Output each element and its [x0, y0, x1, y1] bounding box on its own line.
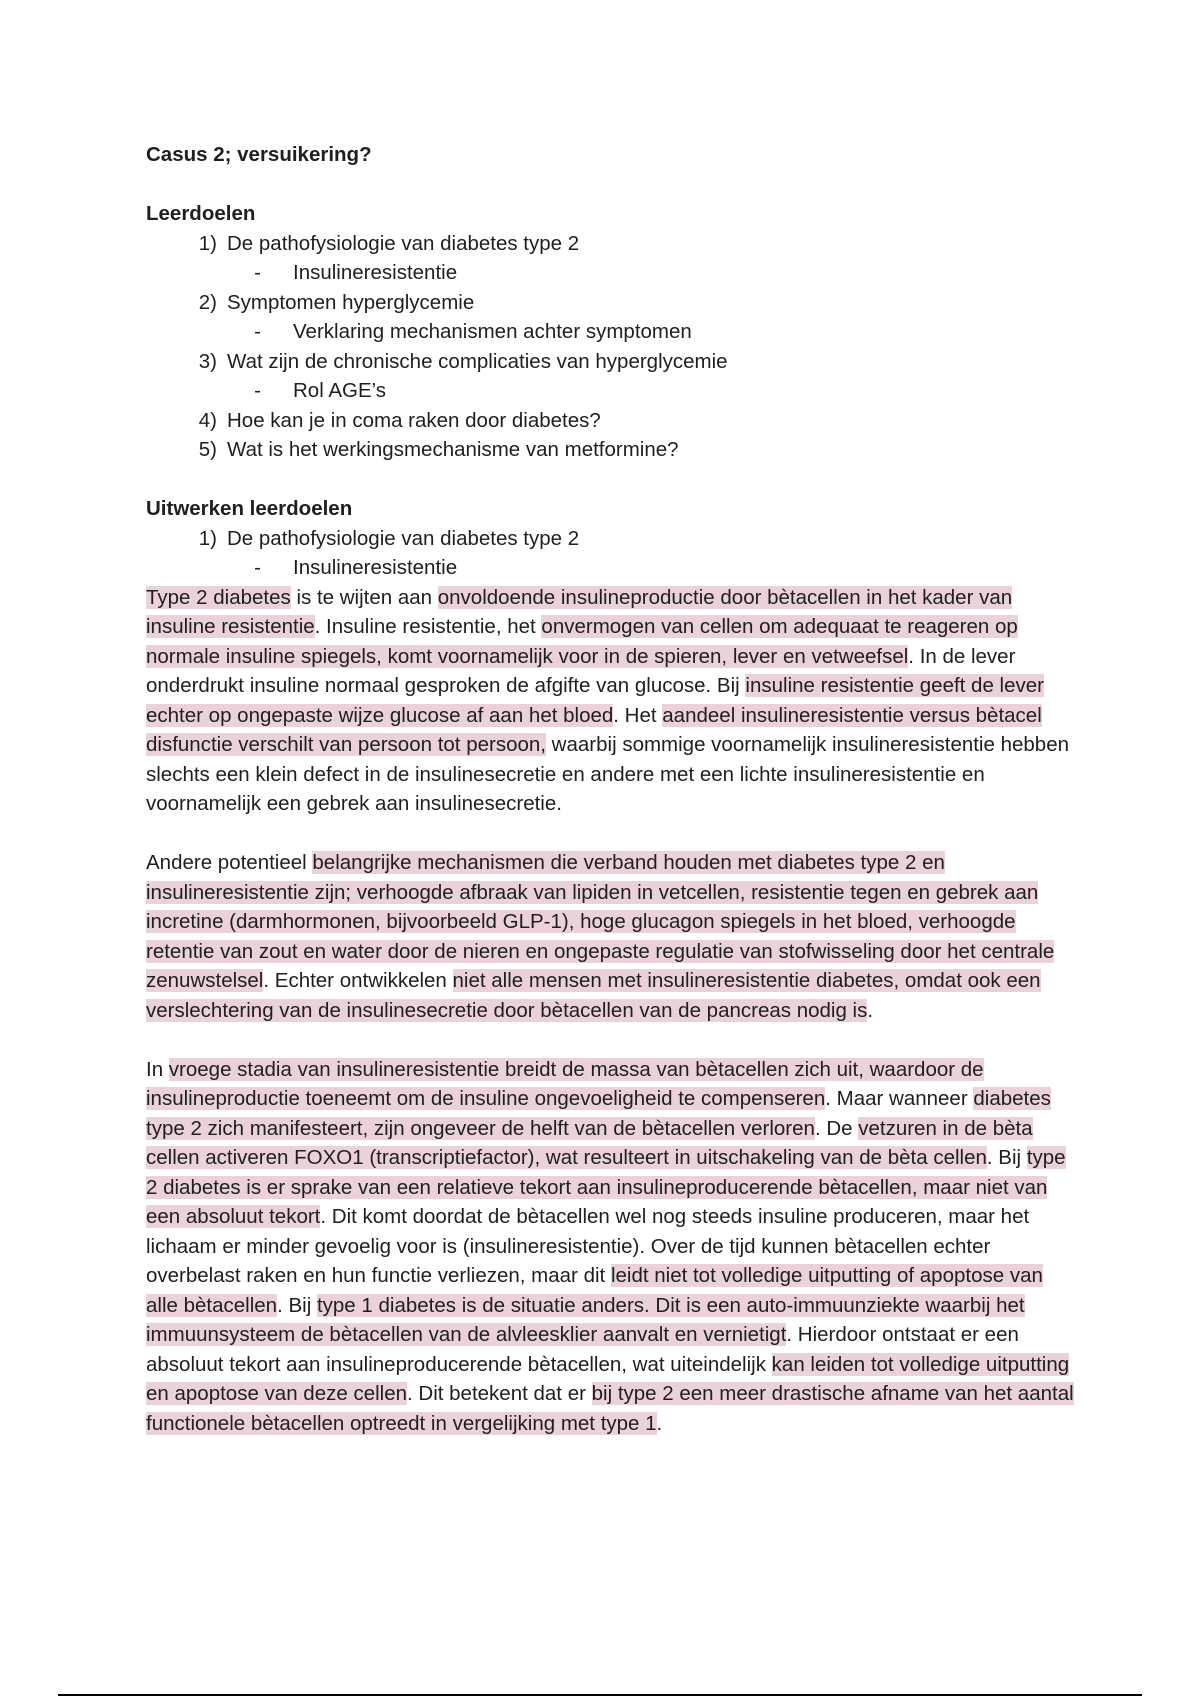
highlighted-text: onvermogen van cellen om adequaat te reageren op normale insuline spiegels, komt voornamelijk voor in de spieren, lever en vetweefsel — [146, 615, 1018, 668]
highlighted-text: belangrijke mechanismen die verband houden met diabetes type 2 en insulineresistentie zijn; verhoogde afbraak van lipiden in vetcellen, resistentie tegen en gebrek aan incretine (darmhormonen, bijvoorbeeld GLP-1), hoge glucagon spiegels in het bloed, verhoogde retentie van zout en water door de nieren en ongepaste regulatie van stofwisseling door het centrale zenuwstelsel — [146, 851, 1055, 992]
highlighted-text: type 2 diabetes is er sprake van een relatieve tekort aan insulineproducerende bètacellen, maar niet van een absoluut tekort — [146, 1146, 1066, 1228]
list-subitem-text: Insulineresistentie — [293, 261, 458, 284]
text-run: . Echter ontwikkelen — [263, 969, 453, 992]
list-number: 5) — [198, 438, 217, 461]
highlighted-text: vroege stadia van insulineresistentie breidt de massa van bètacellen zich uit, waardoor de insulineproductie toeneemt om de insuline ongevoeligheid te compenseren — [146, 1057, 984, 1110]
text-run: . — [656, 1411, 663, 1435]
list-item-text: Wat is het werkingsmechanisme van metformine? — [227, 438, 679, 461]
footer-divider — [58, 1694, 1142, 1696]
text-run: is te wijten aan — [290, 585, 438, 609]
highlighted-text: insuline resistentie geeft de lever echter op ongepaste wijze glucose af aan het bloed — [146, 674, 1044, 727]
spacer — [146, 819, 1076, 849]
list-number: 3) — [198, 349, 217, 373]
leerdoelen-heading: Leerdoelen — [146, 202, 256, 225]
leerdoel-item — [146, 288, 1076, 318]
uitwerken-subitem — [146, 553, 1076, 583]
highlighted-text: vetzuren in de bèta cellen activeren FOXO1 (transcriptiefactor), wat resulteert in uitschakeling van de bèta cellen — [146, 1116, 1033, 1169]
list-dash: - — [254, 320, 261, 343]
uitwerken-heading: Uitwerken leerdoelen — [146, 497, 353, 520]
text-run: In — [146, 1057, 169, 1081]
leerdoelen-list — [146, 229, 1076, 465]
highlighted-text: diabetes type 2 zich manifesteert, zijn ongeveer de helft van de bètacellen verloren — [146, 1087, 1051, 1140]
list-number: 1) — [198, 231, 217, 255]
leerdoel-subitem — [146, 317, 1076, 347]
highlighted-text: Type 2 diabetes — [146, 585, 291, 609]
list-subitem-text: Verklaring mechanismen achter symptomen — [293, 320, 692, 343]
spacer — [146, 170, 1076, 200]
spacer — [146, 465, 1076, 495]
text-run: . Insuline resistentie, het — [314, 615, 542, 638]
text-run: . Dit komt doordat de bètacellen wel nog steeds insuline produceren, maar het lichaam er minder gevoelig voor is (insulineresistentie). Over de tijd kunnen bètacellen echter overbelast raken en hun functie verliezen, maar dit — [146, 1205, 1030, 1287]
text-run: . In de lever onderdrukt insuline normaal gesproken de afgifte van glucose. Bij — [146, 644, 1016, 697]
body-paragraph — [146, 583, 1076, 819]
list-dash: - — [254, 261, 261, 284]
leerdoel-item — [146, 229, 1076, 259]
highlighted-text: leidt niet tot volledige uitputting of apoptose van alle bètacellen — [146, 1264, 1043, 1317]
highlighted-text: kan leiden tot volledige uitputting en apoptose van deze cellen — [146, 1352, 1070, 1405]
highlighted-text: aandeel insulineresistentie versus bètacel disfunctie verschilt van persoon tot persoon, — [146, 703, 1042, 756]
text-run: waarbij sommige voornamelijk insulineresistentie hebben slechts een klein defect in de insulinesecretie en andere met een lichte insulineresistentie en voornamelijk een gebrek aan insulinesecretie. — [146, 733, 1069, 815]
leerdoel-subitem — [146, 376, 1076, 406]
list-number: 2) — [198, 290, 217, 314]
body-paragraph — [146, 848, 1076, 1025]
text-run: . Maar wanneer — [825, 1087, 974, 1110]
list-item-text: Wat zijn de chronische complicaties van hyperglycemie — [227, 349, 728, 373]
text-run: Andere potentieel — [146, 851, 313, 874]
list-item-text: Hoe kan je in coma raken door diabetes? — [227, 408, 601, 432]
leerdoel-item — [146, 435, 1076, 465]
text-run: . Het — [613, 703, 663, 727]
highlighted-text: bij type 2 een meer drastische afname van het aantal functionele bètacellen optreedt in vergelijking met type 1 — [146, 1382, 1074, 1435]
text-run: . Bij — [986, 1146, 1027, 1169]
list-item-text: Symptomen hyperglycemie — [227, 290, 475, 314]
body-paragraph — [146, 1055, 1076, 1439]
list-number: 1) — [198, 526, 217, 550]
list-dash: - — [254, 556, 261, 579]
document-page — [146, 140, 1076, 1438]
leerdoel-item — [146, 406, 1076, 436]
leerdoel-subitem — [146, 258, 1076, 288]
list-subitem-text: Insulineresistentie — [293, 556, 458, 579]
list-item-text: De pathofysiologie van diabetes type 2 — [227, 526, 580, 550]
spacer — [146, 1025, 1076, 1055]
highlighted-text: niet alle mensen met insulineresistentie diabetes, omdat ook een verslechtering van de insulinesecretie door bètacellen van de pancreas nodig is — [146, 969, 1041, 1022]
list-number: 4) — [198, 408, 217, 432]
text-run: . — [867, 998, 874, 1022]
highlighted-text: onvoldoende insulineproductie door bètacellen in het kader van insuline resistentie — [146, 585, 1013, 638]
body-text — [146, 583, 1076, 1439]
highlighted-text: type 1 diabetes is de situatie anders. Dit is een auto-immuunziekte waarbij het immuunsysteem de bètacellen van de alvleesklier aanvalt en vernietigt — [146, 1293, 1025, 1346]
list-dash: - — [254, 379, 261, 402]
text-run: . De — [814, 1116, 859, 1140]
text-run: . Bij — [277, 1293, 317, 1317]
uitwerken-item — [146, 524, 1076, 554]
page-title: Casus 2; versuikering? — [146, 143, 372, 166]
list-subitem-text: Rol AGE’s — [293, 379, 387, 402]
leerdoel-item — [146, 347, 1076, 377]
text-run: . Hierdoor ontstaat er een absoluut tekort aan insulineproducerende bètacellen, wat uiteindelijk — [146, 1323, 1019, 1376]
text-run: . Dit betekent dat er — [407, 1382, 592, 1405]
list-item-text: De pathofysiologie van diabetes type 2 — [227, 231, 580, 255]
